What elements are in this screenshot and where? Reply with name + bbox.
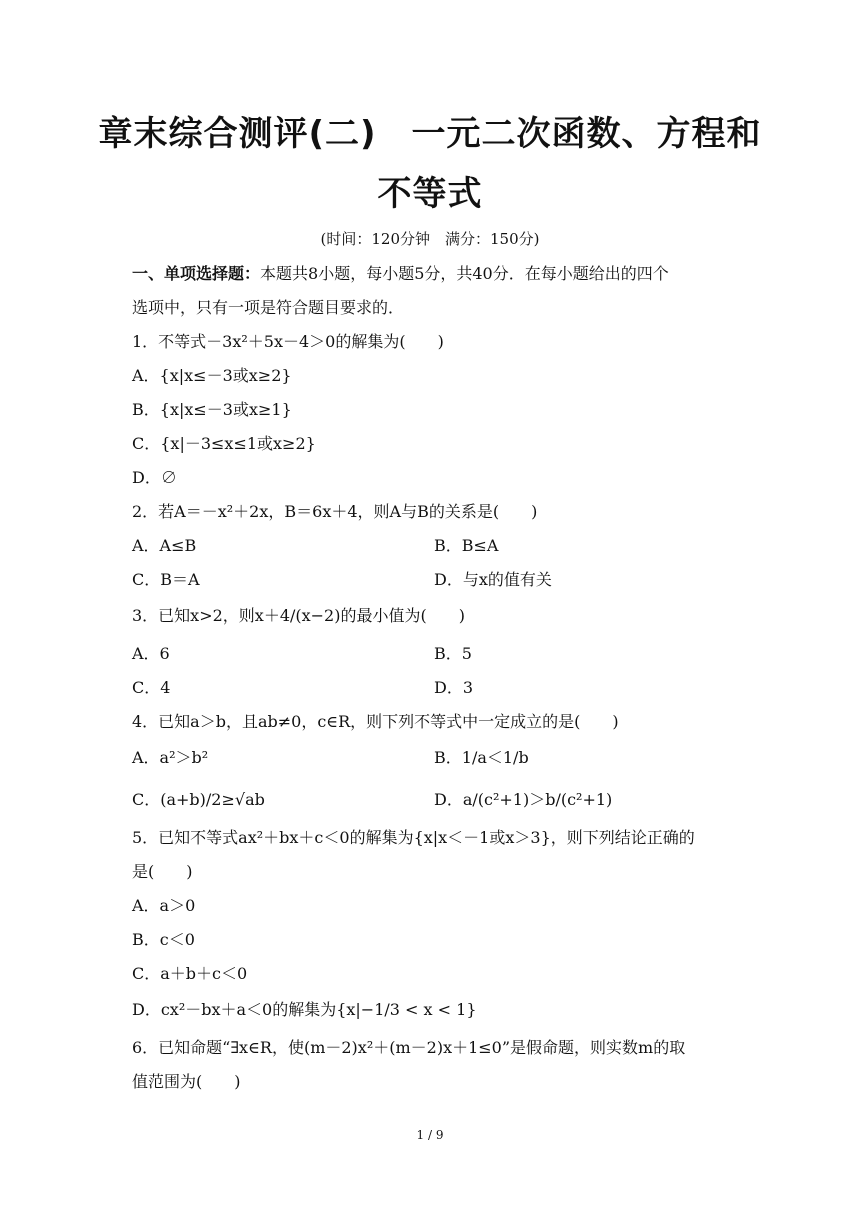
q4-option-d: D．a/(c²+1)＞b/(c²+1) <box>434 790 613 809</box>
q3-option-c: C．4 <box>132 678 171 697</box>
q5-option-a: A．a＞0 <box>132 896 196 915</box>
exam-info: (时间：120分钟 满分：150分) <box>320 230 540 248</box>
section-text-1: 本题共8小题，每小题5分，共40分．在每小题给出的四个 <box>260 264 669 283</box>
q1-option-a: A．{x|x≤－3或x≥2} <box>132 366 292 385</box>
q1-stem: 1．不等式－3x²＋5x－4＞0的解集为( ) <box>132 332 444 351</box>
q1-option-b: B．{x|x≤－3或x≥1} <box>132 400 292 419</box>
q1-option-c: C．{x|－3≤x≤1或x≥2} <box>132 434 316 453</box>
section-intro-line-1 <box>132 262 669 286</box>
title-line-2: 不等式 <box>377 174 483 214</box>
q5-stem-line-1: 5．已知不等式ax²＋bx＋c＜0的解集为{x|x＜－1或x＞3}，则下列结论正确的 <box>132 828 695 847</box>
q3-option-b: B．5 <box>434 644 472 663</box>
q5-stem-line-2: 是( ) <box>132 862 193 881</box>
q4-option-a: A．a²＞b² <box>132 748 209 767</box>
q3-stem: 3．已知x>2，则x＋4/(x−2)的最小值为( ) <box>132 606 465 625</box>
q5-option-b: B．c＜0 <box>132 930 195 949</box>
q6-stem-line-2: 值范围为( ) <box>132 1072 241 1091</box>
q3-option-d: D．3 <box>434 678 474 697</box>
q5-option-d: D．cx²－bx＋a＜0的解集为{x|−1/3 < x < 1} <box>132 1000 477 1019</box>
q2-option-b: B．B≤A <box>434 536 499 555</box>
q4-option-b: B．1/a＜1/b <box>434 748 529 767</box>
q4-stem: 4．已知a＞b，且ab≠0，c∈R，则下列不等式中一定成立的是( ) <box>132 712 619 731</box>
q2-option-d: D．与x的值有关 <box>434 570 552 589</box>
q2-stem: 2．若A＝－x²＋2x，B＝6x＋4，则A与B的关系是( ) <box>132 502 538 521</box>
q2-option-c: C．B＝A <box>132 570 200 589</box>
section-heading: 一、单项选择题： <box>132 264 261 283</box>
title-line-1: 章末综合测评(二) 一元二次函数、方程和 <box>98 114 762 154</box>
q5-option-c: C．a＋b＋c＜0 <box>132 964 248 983</box>
q6-stem-line-1: 6．已知命题“∃x∈R，使(m－2)x²＋(m－2)x＋1≤0”是假命题，则实数m的取 <box>132 1038 686 1057</box>
q3-option-a: A．6 <box>132 644 170 663</box>
q1-option-d: D．∅ <box>132 468 177 487</box>
page-number: 1 / 9 <box>416 1128 444 1142</box>
q2-option-a: A．A≤B <box>132 536 197 555</box>
section-intro-line-2: 选项中，只有一项是符合题目要求的． <box>132 298 405 317</box>
q4-option-c: C．(a+b)/2≥√ab <box>132 790 265 809</box>
